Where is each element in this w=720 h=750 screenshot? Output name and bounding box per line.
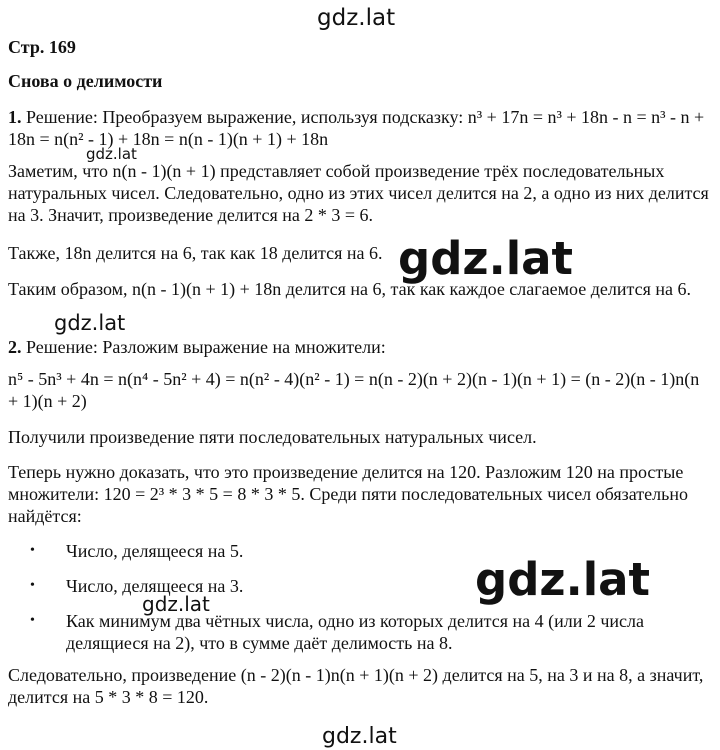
watermark-small: gdz.lat — [86, 145, 137, 163]
task1-paragraph-3: Также, 18n делится на 6, так как 18 делится на 6. — [8, 243, 383, 263]
task1-solution-text: Решение: Преобразуем выражение, используя подсказку: n³ + 17n = n³ + 18n - n = n³ - n + 18n = n(n² - 1) + 18n = n(n - 1)(n + 1) + 18n — [8, 107, 705, 149]
list-item: • Как минимум два чётных числа, одно из которых делится на 4 (или 2 числа делящиеся на 2), что в сумме даёт делимость на 8. — [8, 610, 712, 654]
task2-formula: n⁵ - 5n³ + 4n = n(n⁴ - 5n² + 4) = n(n² - 4)(n² - 1) = n(n - 2)(n + 2)(n - 1)(n + 1) = (n - 2)(n - 1)n(n + 1)(n + 2) — [8, 369, 700, 411]
list-item: • Число, делящееся на 5. — [8, 540, 712, 562]
page-reference: Стр. 169 — [8, 37, 76, 57]
watermark-large: gdz.lat — [398, 232, 574, 285]
watermark-top: gdz.lat — [317, 5, 396, 31]
task2-paragraph-3: Получили произведение пяти последовательных натуральных чисел. — [8, 427, 537, 447]
task1-solution-line — [8, 106, 712, 150]
task2-solution-text: Решение: Разложим выражение на множители: — [21, 337, 386, 357]
watermark-large: gdz.lat — [475, 553, 651, 606]
task2-number: 2. — [8, 337, 22, 357]
list-item: • Число, делящееся на 3. — [8, 575, 712, 597]
task1-paragraph-4: Таким образом, n(n - 1)(n + 1) + 18n делится на 6, так как каждое слагаемое делится на 6. — [8, 279, 691, 299]
task1-paragraph-2: Заметим, что n(n - 1)(n + 1) представляет собой произведение трёх последовательных натуральных чисел. Следовательно, одно из этих чисел делится на 2, а одно из них делится на 3. Значит, произведение делится на 2 * 3 = 6. — [8, 161, 709, 225]
task2-conclusion: Следовательно, произведение (n - 2)(n - 1)n(n + 1)(n + 2) делится на 5, на 3 и на 8, а значит, делится на 5 * 3 * 8 = 120. — [8, 665, 704, 707]
task2-paragraph-4: Теперь нужно доказать, что это произведение делится на 120. Разложим 120 на простые множители: 120 = 2³ * 3 * 5 = 8 * 3 * 5. Среди пяти последовательных чисел обязательно найдётся: — [8, 462, 688, 526]
watermark-small: gdz.lat — [54, 311, 126, 335]
section-heading: Снова о делимости — [8, 71, 163, 91]
task1-number: 1. — [8, 107, 22, 127]
task2-solution-line — [8, 336, 712, 358]
watermark-small: gdz.lat — [142, 592, 210, 616]
watermark-bottom: gdz.lat — [322, 724, 397, 749]
